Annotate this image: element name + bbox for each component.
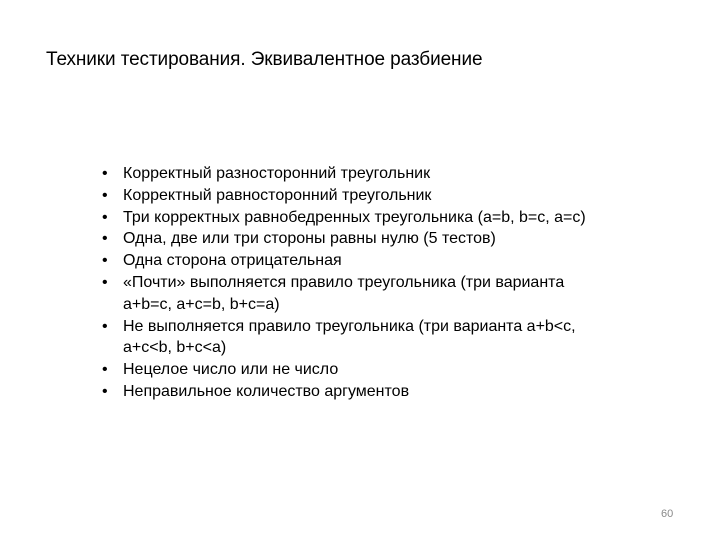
list-item-text: Одна, две или три стороны равны нулю (5 тестов) [123,230,496,248]
bullet-icon: • [102,361,108,379]
list-item [98,185,598,207]
bullet-icon: • [102,165,108,182]
bullet-list [98,163,598,403]
page-number: 60 [661,508,674,520]
list-item-text: Корректный разносторонний треугольник [123,165,431,182]
bullet-icon: • [102,382,108,400]
slide-title: Техники тестирования. Эквивалентное разбиение [46,49,483,70]
list-item [98,381,598,403]
bullet-icon: • [102,208,108,226]
bullet-icon: • [102,186,108,204]
list-item [98,359,598,381]
list-item [98,316,598,360]
list-item-text: Неправильное количество аргументов [123,382,410,400]
list-item [98,228,598,250]
list-item [98,272,598,316]
list-item [98,207,598,229]
list-item-text: Одна сторона отрицательная [123,252,342,270]
bullet-icon: • [102,317,108,335]
bullet-icon: • [102,230,108,248]
bullet-icon: • [102,273,108,291]
list-item-text: Не выполняется правило треугольника (три варианта a+b<c, a+c<b, b+c<a) [123,317,576,357]
list-item-text: Нецелое число или не число [123,361,339,379]
list-item [98,163,598,185]
list-item [98,250,598,272]
list-item-text: Три корректных равнобедренных треугольника (a=b, b=c, a=c) [123,208,586,226]
list-item-text: «Почти» выполняется правило треугольника (три варианта a+b=c, a+c=b, b+c=a) [123,273,565,313]
bullet-icon: • [102,252,108,270]
list-item-text: Корректный равносторонний треугольник [123,186,432,204]
